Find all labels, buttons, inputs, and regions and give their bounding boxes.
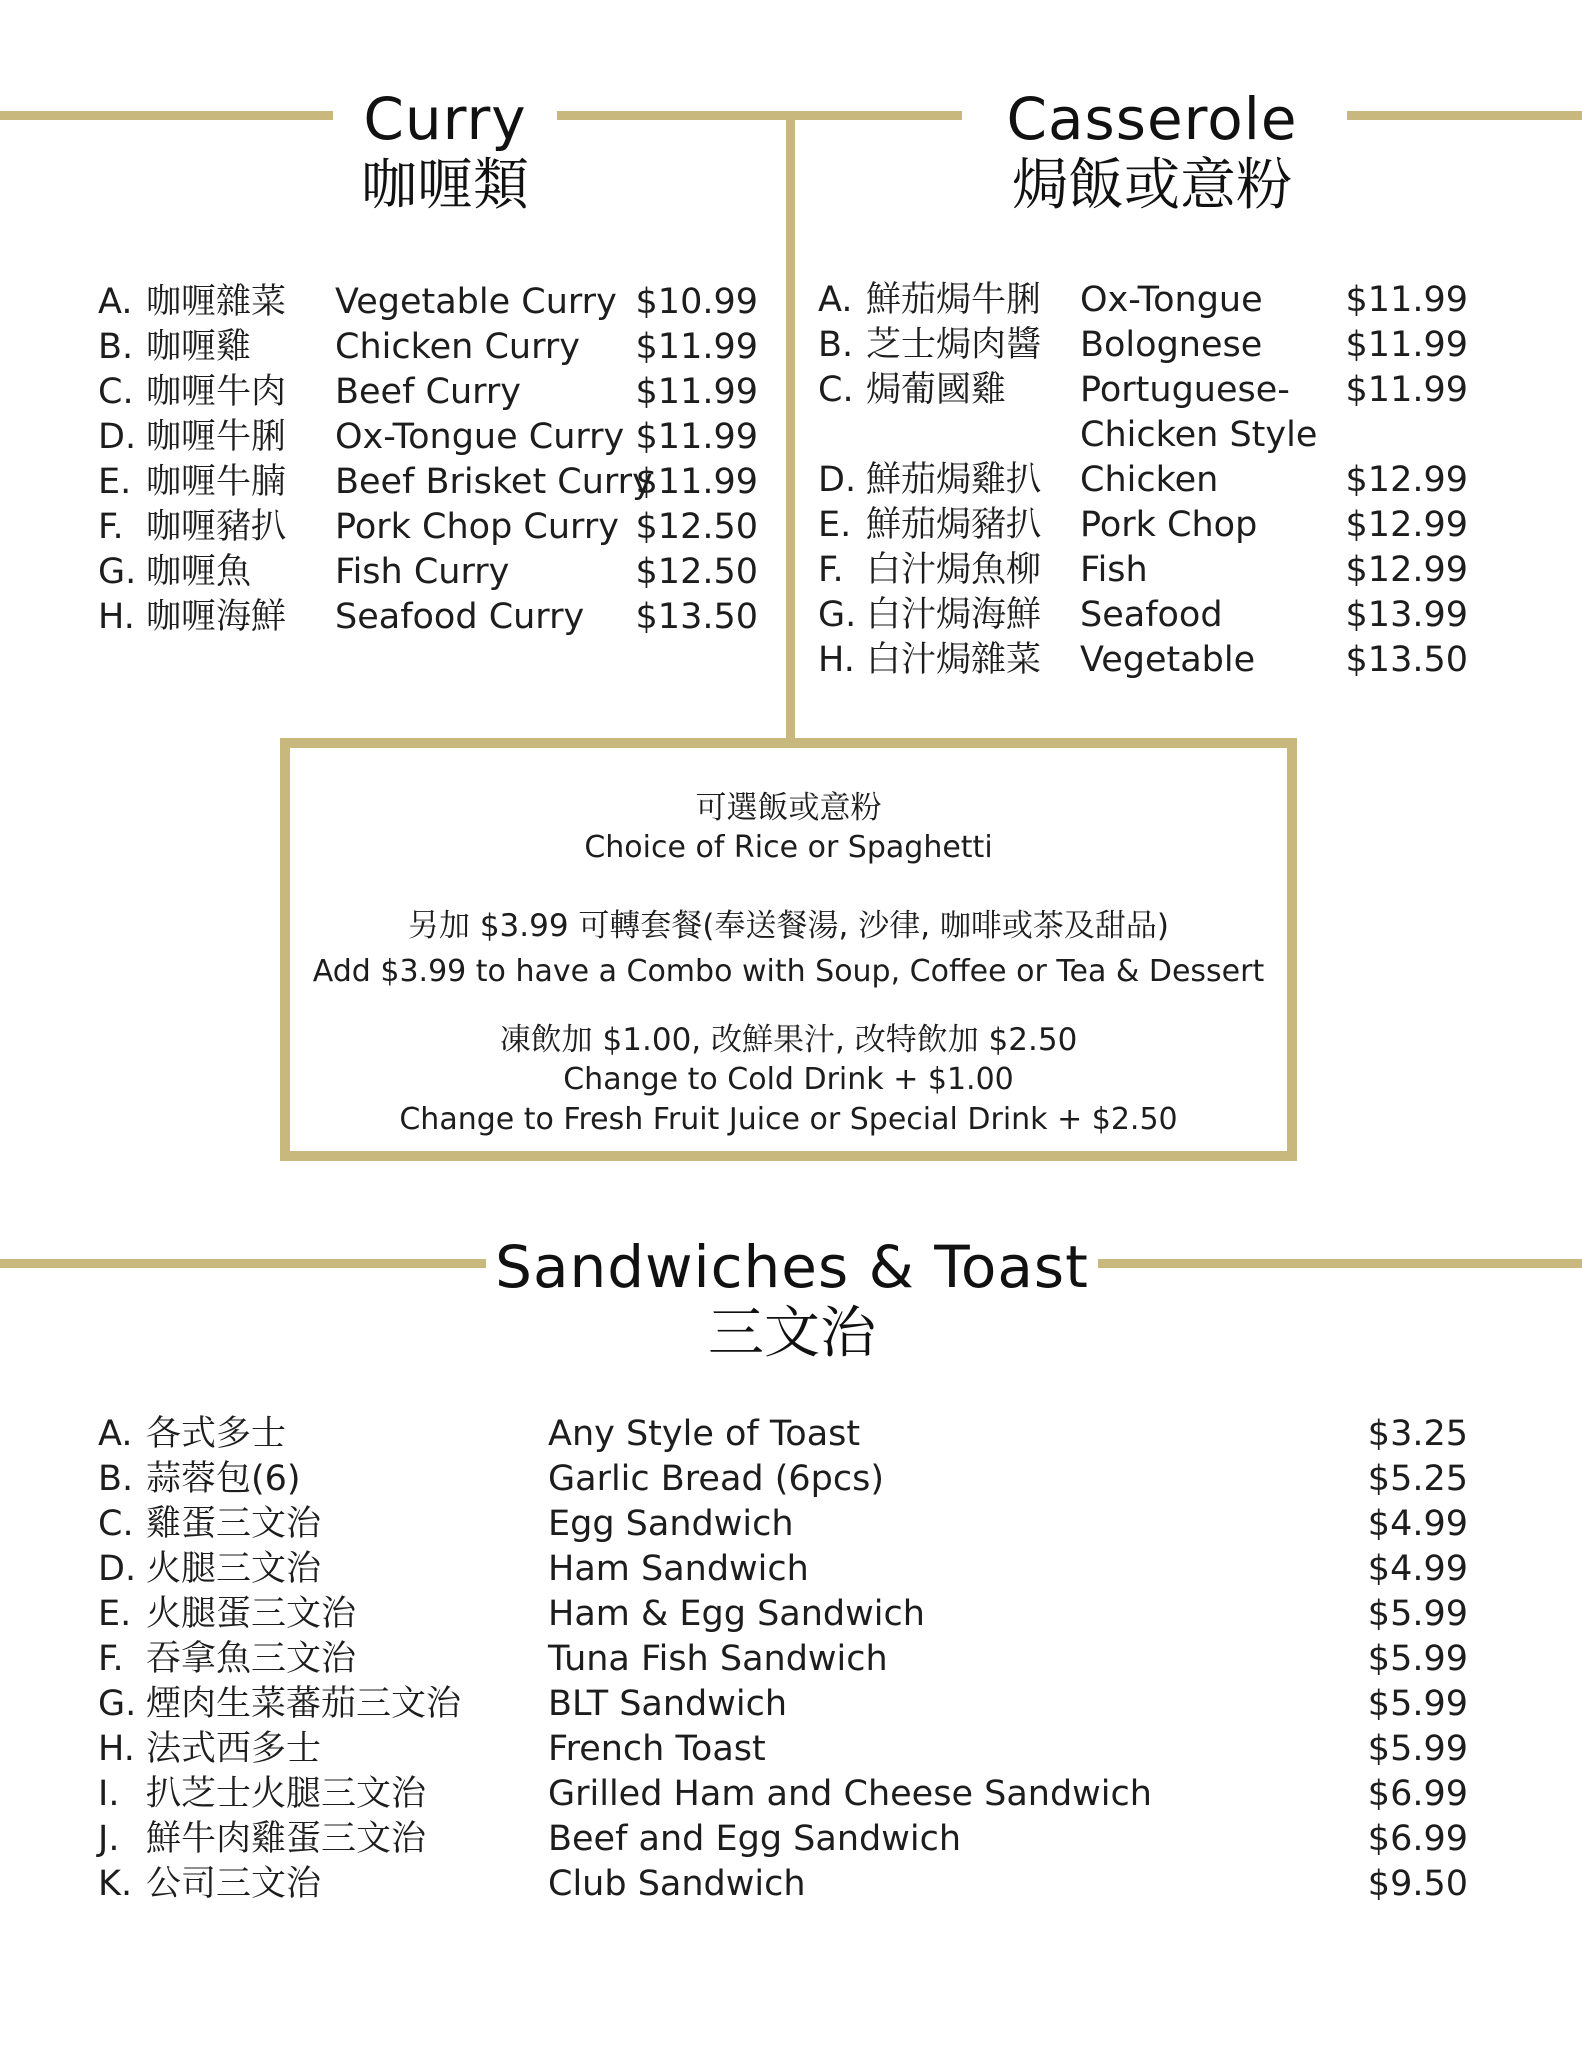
item-name-zh: 白汁焗海鮮: [866, 595, 1042, 635]
item-name-en: Chicken Curry: [335, 327, 580, 367]
item-letter: K.: [98, 1864, 133, 1904]
item-letter: G.: [98, 552, 137, 592]
curry-title-zh: 咖喱類: [361, 153, 529, 218]
list-item: [98, 1862, 1488, 1907]
item-price: $12.99: [1345, 460, 1468, 500]
item-letter: F.: [98, 507, 124, 547]
combo-note-zh: 另加 $3.99 可轉套餐(奉送餐湯, 沙律, 咖啡或茶及甜品): [407, 908, 1170, 944]
item-name-en: BLT Sandwich: [548, 1684, 788, 1724]
item-letter: B.: [98, 327, 134, 367]
item-name-zh: 咖喱牛脷: [146, 417, 287, 457]
item-name-zh: 蒜蓉包(6): [146, 1459, 301, 1499]
item-name-en: Egg Sandwich: [548, 1504, 794, 1544]
item-name-en: Beef Brisket Curry: [335, 462, 653, 502]
item-name-en: Any Style of Toast: [548, 1414, 861, 1454]
item-name-zh: 煙肉生菜蕃茄三文治: [146, 1684, 462, 1724]
rule-sandwich-left: [0, 1259, 486, 1268]
list-item: [98, 1817, 1488, 1862]
cold-drink-note-en: Change to Cold Drink + $1.00: [563, 1062, 1014, 1097]
item-price: $12.50: [635, 552, 758, 592]
item-name-en: Club Sandwich: [548, 1864, 806, 1904]
item-price: $11.99: [635, 462, 758, 502]
item-name-en: Vegetable: [1080, 640, 1256, 680]
rice-or-spaghetti-zh: 可選飯或意粉: [695, 790, 882, 826]
list-item: [98, 550, 778, 595]
item-name-zh: 鮮茄焗牛脷: [866, 280, 1042, 320]
item-name-zh: 咖喱魚: [146, 552, 252, 592]
item-name-zh: 芝士焗肉醬: [866, 325, 1042, 365]
item-name-zh: 雞蛋三文治: [146, 1504, 322, 1544]
rule-top-left: [0, 111, 333, 120]
item-price: $5.99: [1367, 1639, 1468, 1679]
list-item: [98, 460, 778, 505]
item-name-zh: 咖喱牛腩: [146, 462, 287, 502]
item-letter: E.: [98, 1594, 132, 1634]
item-price: $4.99: [1367, 1549, 1468, 1589]
item-name-zh: 鮮茄焗雞扒: [866, 460, 1042, 500]
curry-heading: [330, 85, 560, 218]
item-name-en: Fish: [1080, 550, 1148, 590]
list-item: [98, 1682, 1488, 1727]
item-letter: H.: [818, 640, 855, 680]
list-item: [98, 1772, 1488, 1817]
item-name-en: Ham Sandwich: [548, 1549, 809, 1589]
casserole-title-zh: 焗飯或意粉: [1012, 153, 1292, 218]
item-price: $12.99: [1345, 505, 1468, 545]
item-letter: D.: [98, 417, 137, 457]
list-item: [98, 415, 778, 460]
list-item: [818, 458, 1488, 503]
item-name-en: Pork Chop: [1080, 505, 1258, 545]
item-letter: J.: [98, 1819, 120, 1859]
sandwiches-title-en: Sandwiches & Toast: [495, 1233, 1089, 1301]
list-item: [98, 1457, 1488, 1502]
item-price: $3.25: [1367, 1414, 1468, 1454]
item-name-zh: 咖喱豬扒: [146, 507, 287, 547]
item-letter: F.: [818, 550, 844, 590]
item-letter: G.: [98, 1684, 137, 1724]
item-price: $5.99: [1367, 1684, 1468, 1724]
item-name-zh: 咖喱牛肉: [146, 372, 287, 412]
item-name-zh: 鮮茄焗豬扒: [866, 505, 1042, 545]
item-price: $11.99: [635, 417, 758, 457]
item-name-en: Seafood Curry: [335, 597, 585, 637]
rule-sandwich-right: [1098, 1259, 1582, 1268]
item-name-en: Ham & Egg Sandwich: [548, 1594, 925, 1634]
item-name-en: Ox-Tongue: [1080, 280, 1263, 320]
item-name-en: Beef Curry: [335, 372, 522, 412]
item-name-zh: 咖喱雞: [146, 327, 252, 367]
item-letter: A.: [98, 282, 133, 322]
item-price: $10.99: [635, 282, 758, 322]
item-letter: E.: [818, 505, 852, 545]
sandwiches-heading: [486, 1233, 1098, 1366]
rice-or-spaghetti-en: Choice of Rice or Spaghetti: [584, 830, 993, 865]
item-price: $4.99: [1367, 1504, 1468, 1544]
list-item: [98, 1502, 1488, 1547]
item-name-en: Grilled Ham and Cheese Sandwich: [548, 1774, 1152, 1814]
item-price: $5.99: [1367, 1729, 1468, 1769]
item-name-zh: 鮮牛肉雞蛋三文治: [146, 1819, 427, 1859]
list-item: [98, 1592, 1488, 1637]
item-name-en: Ox-Tongue Curry: [335, 417, 625, 457]
list-item: [818, 323, 1488, 368]
options-notice-box: [280, 738, 1297, 1161]
item-letter: F.: [98, 1639, 124, 1679]
item-name-en: Beef and Egg Sandwich: [548, 1819, 962, 1859]
item-price: $5.25: [1367, 1459, 1468, 1499]
curry-title-en: Curry: [363, 85, 527, 153]
rule-top-right: [1347, 111, 1582, 120]
item-letter: C.: [98, 372, 134, 412]
item-letter: B.: [818, 325, 854, 365]
item-letter: D.: [818, 460, 857, 500]
item-name-zh: 咖喱雜菜: [146, 282, 287, 322]
list-item: [98, 280, 778, 325]
item-name-en: Portuguese-: [1080, 370, 1290, 410]
item-letter: B.: [98, 1459, 134, 1499]
item-name-zh: 焗葡國雞: [866, 370, 1007, 410]
list-item: [818, 503, 1488, 548]
list-item: [98, 1727, 1488, 1772]
item-name-zh: 白汁焗雜菜: [866, 640, 1042, 680]
item-name-en-continued: Chicken Style: [1080, 415, 1318, 455]
item-name-en: Tuna Fish Sandwich: [548, 1639, 888, 1679]
item-name-zh: 咖喱海鮮: [146, 597, 287, 637]
list-item: [98, 1637, 1488, 1682]
list-item: [818, 548, 1488, 593]
item-price: $11.99: [635, 327, 758, 367]
item-letter: G.: [818, 595, 857, 635]
list-item: [818, 278, 1488, 323]
item-price: $12.50: [635, 507, 758, 547]
item-name-zh: 火腿三文治: [146, 1549, 322, 1589]
list-item: [98, 1547, 1488, 1592]
item-price: $11.99: [635, 372, 758, 412]
item-name-zh: 吞拿魚三文治: [146, 1639, 357, 1679]
rule-top-mid: [557, 111, 962, 120]
item-name-en: French Toast: [548, 1729, 766, 1769]
item-price: $11.99: [1345, 370, 1468, 410]
casserole-heading: [962, 85, 1342, 218]
item-price: $13.50: [635, 597, 758, 637]
item-name-zh: 法式西多士: [146, 1729, 322, 1769]
list-item: [818, 638, 1488, 683]
item-price: $12.99: [1345, 550, 1468, 590]
item-name-en: Pork Chop Curry: [335, 507, 619, 547]
item-name-zh: 白汁焗魚柳: [866, 550, 1042, 590]
sandwiches-title-zh: 三文治: [708, 1301, 876, 1366]
item-name-en: Chicken: [1080, 460, 1219, 500]
item-letter: A.: [818, 280, 853, 320]
item-price: $6.99: [1367, 1819, 1468, 1859]
item-letter: C.: [818, 370, 854, 410]
item-price: $11.99: [1345, 280, 1468, 320]
list-item: [98, 505, 778, 550]
item-name-zh: 火腿蛋三文治: [146, 1594, 357, 1634]
item-name-zh: 各式多士: [146, 1414, 287, 1454]
combo-note-en: Add $3.99 to have a Combo with Soup, Coffee or Tea & Dessert: [312, 954, 1265, 989]
item-letter: H.: [98, 1729, 135, 1769]
item-letter: I.: [98, 1774, 120, 1814]
drink-note-zh: 凍飲加 $1.00, 改鮮果汁, 改特飲加 $2.50: [499, 1022, 1078, 1058]
item-name-zh: 扒芝士火腿三文治: [146, 1774, 427, 1814]
list-item: [98, 325, 778, 370]
item-letter: D.: [98, 1549, 137, 1589]
item-name-en: Vegetable Curry: [335, 282, 617, 322]
item-price: $6.99: [1367, 1774, 1468, 1814]
item-price: $9.50: [1367, 1864, 1468, 1904]
item-name-zh: 公司三文治: [146, 1864, 322, 1904]
item-price: $5.99: [1367, 1594, 1468, 1634]
item-price: $11.99: [1345, 325, 1468, 365]
item-name-en: Seafood: [1080, 595, 1223, 635]
item-letter: E.: [98, 462, 132, 502]
list-item: [98, 370, 778, 415]
list-item: [98, 595, 778, 640]
list-item: [818, 593, 1488, 638]
rule-center-vertical: [786, 116, 795, 742]
item-letter: H.: [98, 597, 135, 637]
list-item: [98, 1412, 1488, 1457]
item-name-en: Garlic Bread (6pcs): [548, 1459, 885, 1499]
item-price: $13.50: [1345, 640, 1468, 680]
item-letter: A.: [98, 1414, 133, 1454]
casserole-title-en: Casserole: [1006, 85, 1298, 153]
list-item: [818, 368, 1488, 458]
item-name-en: Bolognese: [1080, 325, 1263, 365]
juice-drink-note-en: Change to Fresh Fruit Juice or Special Drink + $2.50: [399, 1102, 1178, 1137]
item-name-en: Fish Curry: [335, 552, 510, 592]
item-letter: C.: [98, 1504, 134, 1544]
item-price: $13.99: [1345, 595, 1468, 635]
